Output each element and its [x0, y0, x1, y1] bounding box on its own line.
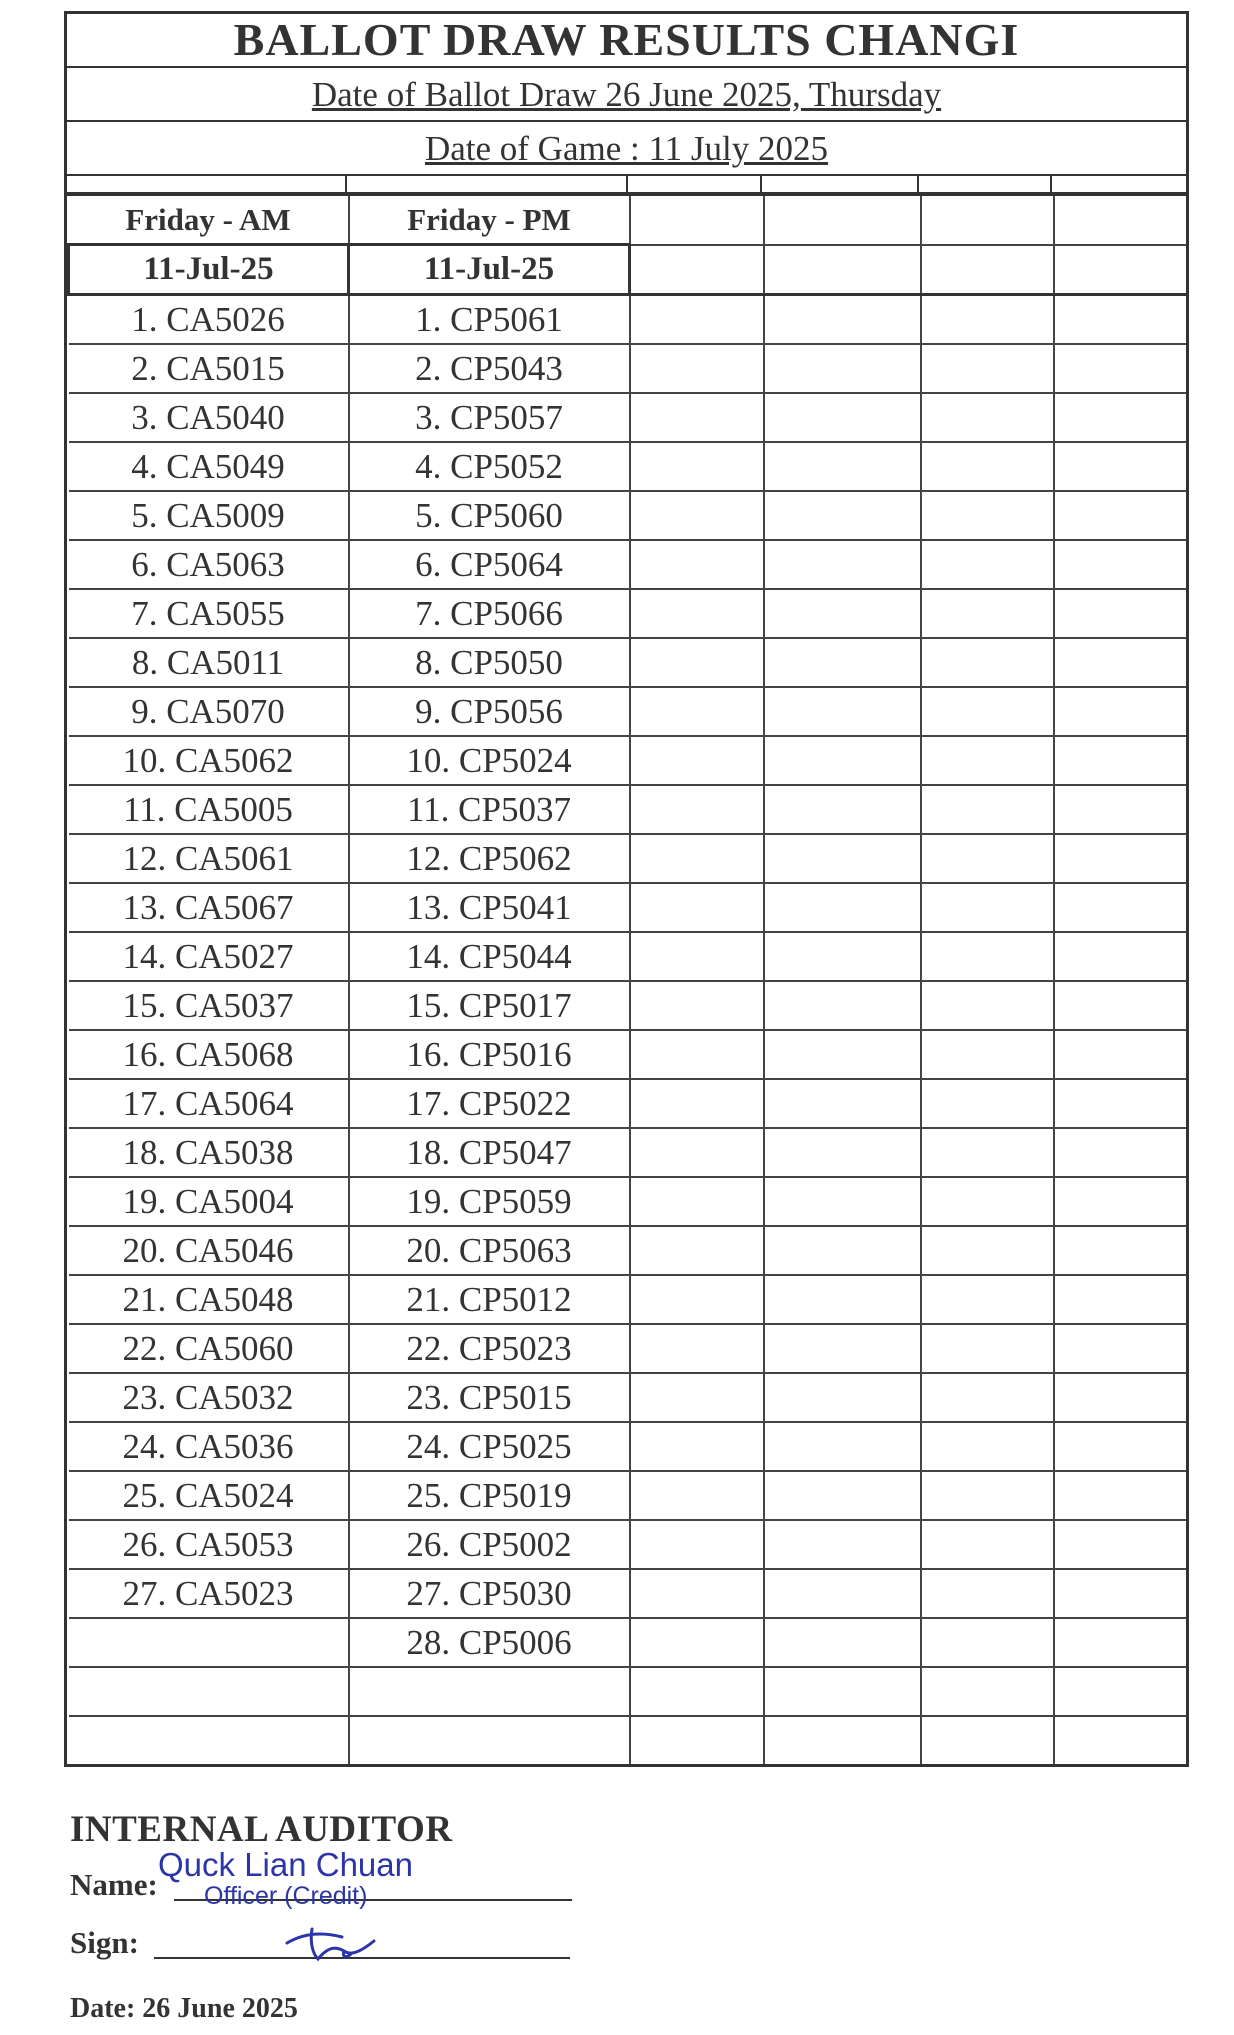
blank-cell [1054, 638, 1187, 687]
table-row [69, 393, 1187, 442]
blank-cell [630, 1030, 764, 1079]
table-row [69, 1618, 1187, 1667]
blank-cell [764, 1128, 921, 1177]
blank-cell [630, 1177, 764, 1226]
blank-cell [1054, 1667, 1187, 1716]
blank-cell [921, 1373, 1054, 1422]
am-entry: 26. CA5053 [69, 1520, 349, 1569]
am-entry: 13. CA5067 [69, 883, 349, 932]
table-row [69, 1275, 1187, 1324]
blank-cell [630, 736, 764, 785]
table-row [69, 687, 1187, 736]
name-label: Name: [70, 1867, 158, 1902]
blank-cell [1054, 1716, 1187, 1764]
blank-cell [1054, 1226, 1187, 1275]
blank-cell [921, 1569, 1054, 1618]
blank-cell [921, 932, 1054, 981]
table-row [69, 736, 1187, 785]
blank-cell [1054, 687, 1187, 736]
ballot-date-row [67, 68, 1186, 122]
auditor-heading: INTERNAL AUDITOR [70, 1809, 453, 1850]
blank-cell [764, 834, 921, 883]
pm-entry: 20. CP5063 [349, 1226, 630, 1275]
blank-cell [630, 883, 764, 932]
pm-entry: 25. CP5019 [349, 1471, 630, 1520]
am-entry: 21. CA5048 [69, 1275, 349, 1324]
blank-cell [630, 442, 764, 491]
column-date-am: 11-Jul-25 [69, 245, 349, 295]
blank-cell [921, 1618, 1054, 1667]
blank-cell [764, 883, 921, 932]
blank-cell [764, 1471, 921, 1520]
blank-cell [630, 1373, 764, 1422]
column-date-pm: 11-Jul-25 [349, 245, 630, 295]
am-entry: 22. CA5060 [69, 1324, 349, 1373]
blank-cell [921, 834, 1054, 883]
blank-cell [764, 1422, 921, 1471]
table-row [69, 1716, 1187, 1764]
pm-entry: 19. CP5059 [349, 1177, 630, 1226]
blank-cell [921, 1275, 1054, 1324]
am-entry: 4. CA5049 [69, 442, 349, 491]
blank-cell [764, 589, 921, 638]
blank-cell [921, 1177, 1054, 1226]
table-row [69, 1667, 1187, 1716]
blank-cell [764, 932, 921, 981]
am-entry: 15. CA5037 [69, 981, 349, 1030]
blank-cell [1054, 883, 1187, 932]
page-title: BALLOT DRAW RESULTS CHANGI [233, 14, 1020, 65]
stamp-name: Quck Lian Chuan [158, 1846, 413, 1883]
blank-cell [764, 1177, 921, 1226]
blank-cell [630, 834, 764, 883]
table-row [69, 1177, 1187, 1226]
blank-cell [1054, 1079, 1187, 1128]
table-row [69, 1079, 1187, 1128]
pm-entry: 17. CP5022 [349, 1079, 630, 1128]
blank-cell [921, 1324, 1054, 1373]
column-heading-pm: Friday - PM [349, 196, 630, 245]
blank-cell [630, 393, 764, 442]
blank-cell [1054, 736, 1187, 785]
game-date-row [67, 122, 1186, 176]
blank-cell [630, 344, 764, 393]
blank-cell [1054, 1128, 1187, 1177]
blank-cell [630, 1618, 764, 1667]
blank-cell [921, 736, 1054, 785]
am-entry: 16. CA5068 [69, 1030, 349, 1079]
auditor-date: Date: 26 June 2025 [70, 1993, 298, 2024]
blank-cell [921, 1030, 1054, 1079]
blank-cell [921, 785, 1054, 834]
table-row [69, 1569, 1187, 1618]
blank-cell [764, 1079, 921, 1128]
table-row [69, 540, 1187, 589]
pm-entry: 14. CP5044 [349, 932, 630, 981]
am-entry: 3. CA5040 [69, 393, 349, 442]
blank-cell [921, 442, 1054, 491]
blank-cell [921, 981, 1054, 1030]
table-row [69, 638, 1187, 687]
blank-cell [1054, 1324, 1187, 1373]
am-entry: 14. CA5027 [69, 932, 349, 981]
table-row [69, 785, 1187, 834]
table-row [69, 1324, 1187, 1373]
heading-row [69, 196, 1187, 245]
table-row [69, 589, 1187, 638]
pm-entry: 8. CP5050 [349, 638, 630, 687]
pm-entry: 27. CP5030 [349, 1569, 630, 1618]
blank-cell [1054, 1275, 1187, 1324]
blank-cell [764, 736, 921, 785]
blank-cell [1054, 1422, 1187, 1471]
blank-cell [1054, 393, 1187, 442]
am-entry: 27. CA5023 [69, 1569, 349, 1618]
blank-cell [630, 1569, 764, 1618]
blank-cell [1054, 834, 1187, 883]
title-row [67, 14, 1186, 68]
results-table [67, 196, 1186, 1764]
blank-cell [1054, 1030, 1187, 1079]
blank-cell [764, 344, 921, 393]
am-entry: 17. CA5064 [69, 1079, 349, 1128]
am-entry: 6. CA5063 [69, 540, 349, 589]
pm-entry: 6. CP5064 [349, 540, 630, 589]
blank-cell [764, 1324, 921, 1373]
table-row [69, 1128, 1187, 1177]
blank-cell [1054, 1471, 1187, 1520]
am-entry [69, 1618, 349, 1667]
pm-entry: 22. CP5023 [349, 1324, 630, 1373]
am-entry [69, 1716, 349, 1764]
blank-cell [921, 883, 1054, 932]
blank-cell [921, 1520, 1054, 1569]
pm-entry: 2. CP5043 [349, 344, 630, 393]
blank-cell [921, 491, 1054, 540]
blank-cell [1054, 1569, 1187, 1618]
blank-cell [764, 785, 921, 834]
blank-cell [921, 589, 1054, 638]
blank-cell [1054, 785, 1187, 834]
pm-entry: 12. CP5062 [349, 834, 630, 883]
am-entry: 10. CA5062 [69, 736, 349, 785]
am-entry: 11. CA5005 [69, 785, 349, 834]
blank-cell [764, 1520, 921, 1569]
blank-cell [921, 638, 1054, 687]
blank-cell [1054, 442, 1187, 491]
pm-entry: 23. CP5015 [349, 1373, 630, 1422]
pm-entry: 26. CP5002 [349, 1520, 630, 1569]
pm-entry: 4. CP5052 [349, 442, 630, 491]
table-row [69, 442, 1187, 491]
pm-entry [349, 1716, 630, 1764]
blank-cell [1054, 1618, 1187, 1667]
blank-cell [921, 1079, 1054, 1128]
am-entry: 8. CA5011 [69, 638, 349, 687]
blank-cell [921, 687, 1054, 736]
signature-mark [282, 1923, 382, 1965]
blank-cell [1054, 932, 1187, 981]
blank-cell [630, 1520, 764, 1569]
table-row [69, 1030, 1187, 1079]
blank-cell [630, 1471, 764, 1520]
blank-cell [764, 1618, 921, 1667]
table-row [69, 491, 1187, 540]
blank-cell [630, 295, 764, 345]
am-entry: 18. CA5038 [69, 1128, 349, 1177]
pm-entry: 1. CP5061 [349, 295, 630, 345]
am-entry: 5. CA5009 [69, 491, 349, 540]
column-heading-am: Friday - AM [69, 196, 349, 245]
blank-cell [630, 1667, 764, 1716]
blank-cell [764, 393, 921, 442]
blank-cell [630, 1716, 764, 1764]
blank-cell [1054, 540, 1187, 589]
blank-cell [630, 491, 764, 540]
pm-entry: 11. CP5037 [349, 785, 630, 834]
pm-entry: 21. CP5012 [349, 1275, 630, 1324]
am-entry: 25. CA5024 [69, 1471, 349, 1520]
table-row [69, 1471, 1187, 1520]
blank-cell [921, 1471, 1054, 1520]
blank-cell [630, 1422, 764, 1471]
pm-entry: 15. CP5017 [349, 981, 630, 1030]
blank-cell [1054, 344, 1187, 393]
am-entry: 1. CA5026 [69, 295, 349, 345]
blank-cell [921, 1716, 1054, 1764]
blank-cell [764, 1716, 921, 1764]
table-row [69, 932, 1187, 981]
blank-cell [1054, 1520, 1187, 1569]
blank-cell [630, 1128, 764, 1177]
table-row [69, 1520, 1187, 1569]
blank-cell [1054, 295, 1187, 345]
blank-cell [1054, 589, 1187, 638]
blank-cell [764, 981, 921, 1030]
game-date: Date of Game : 11 July 2025 [424, 129, 829, 168]
am-entry: 23. CA5032 [69, 1373, 349, 1422]
blank-cell [764, 638, 921, 687]
blank-cell [764, 1275, 921, 1324]
blank-cell [764, 1226, 921, 1275]
pm-entry: 13. CP5041 [349, 883, 630, 932]
am-entry: 12. CA5061 [69, 834, 349, 883]
blank-cell [764, 1667, 921, 1716]
pm-entry: 5. CP5060 [349, 491, 630, 540]
blank-cell [630, 932, 764, 981]
pm-entry: 24. CP5025 [349, 1422, 630, 1471]
blank-cell [630, 1275, 764, 1324]
am-entry: 9. CA5070 [69, 687, 349, 736]
blank-cell [630, 638, 764, 687]
blank-cell [764, 442, 921, 491]
blank-cell [630, 687, 764, 736]
pm-entry: 7. CP5066 [349, 589, 630, 638]
stamp-role: Officer (Credit) [204, 1882, 368, 1910]
am-entry: 7. CA5055 [69, 589, 349, 638]
table-row [69, 1226, 1187, 1275]
blank-cell [764, 491, 921, 540]
pm-entry [349, 1667, 630, 1716]
am-entry: 2. CA5015 [69, 344, 349, 393]
blank-cell [921, 393, 1054, 442]
blank-cell [1054, 491, 1187, 540]
am-entry: 19. CA5004 [69, 1177, 349, 1226]
blank-cell [921, 295, 1054, 345]
pm-entry: 28. CP5006 [349, 1618, 630, 1667]
date-row [69, 245, 1187, 295]
blank-cell [630, 1226, 764, 1275]
blank-cell [630, 785, 764, 834]
table-row [69, 1422, 1187, 1471]
ballot-date: Date of Ballot Draw 26 June 2025, Thursday [311, 75, 942, 114]
table-row [69, 295, 1187, 345]
am-entry: 20. CA5046 [69, 1226, 349, 1275]
blank-cell [764, 687, 921, 736]
blank-cell [921, 344, 1054, 393]
blank-cell [764, 540, 921, 589]
blank-cell [921, 1667, 1054, 1716]
blank-cell [1054, 1373, 1187, 1422]
pm-entry: 9. CP5056 [349, 687, 630, 736]
pm-entry: 10. CP5024 [349, 736, 630, 785]
spacer-row [67, 176, 1186, 196]
blank-cell [921, 1422, 1054, 1471]
blank-cell [764, 1373, 921, 1422]
pm-entry: 3. CP5057 [349, 393, 630, 442]
blank-cell [1054, 1177, 1187, 1226]
table-row [69, 1373, 1187, 1422]
am-entry [69, 1667, 349, 1716]
blank-cell [921, 1226, 1054, 1275]
blank-cell [630, 589, 764, 638]
blank-cell [1054, 981, 1187, 1030]
blank-cell [630, 540, 764, 589]
blank-cell [764, 295, 921, 345]
blank-cell [764, 1569, 921, 1618]
blank-cell [630, 1324, 764, 1373]
pm-entry: 16. CP5016 [349, 1030, 630, 1079]
am-entry: 24. CA5036 [69, 1422, 349, 1471]
ballot-sheet [64, 11, 1189, 1767]
blank-cell [921, 540, 1054, 589]
blank-cell [764, 1030, 921, 1079]
table-row [69, 883, 1187, 932]
blank-cell [630, 1079, 764, 1128]
pm-entry: 18. CP5047 [349, 1128, 630, 1177]
blank-cell [921, 1128, 1054, 1177]
table-row [69, 981, 1187, 1030]
blank-cell [630, 981, 764, 1030]
sign-label: Sign: [70, 1925, 139, 1960]
table-row [69, 834, 1187, 883]
table-row [69, 344, 1187, 393]
